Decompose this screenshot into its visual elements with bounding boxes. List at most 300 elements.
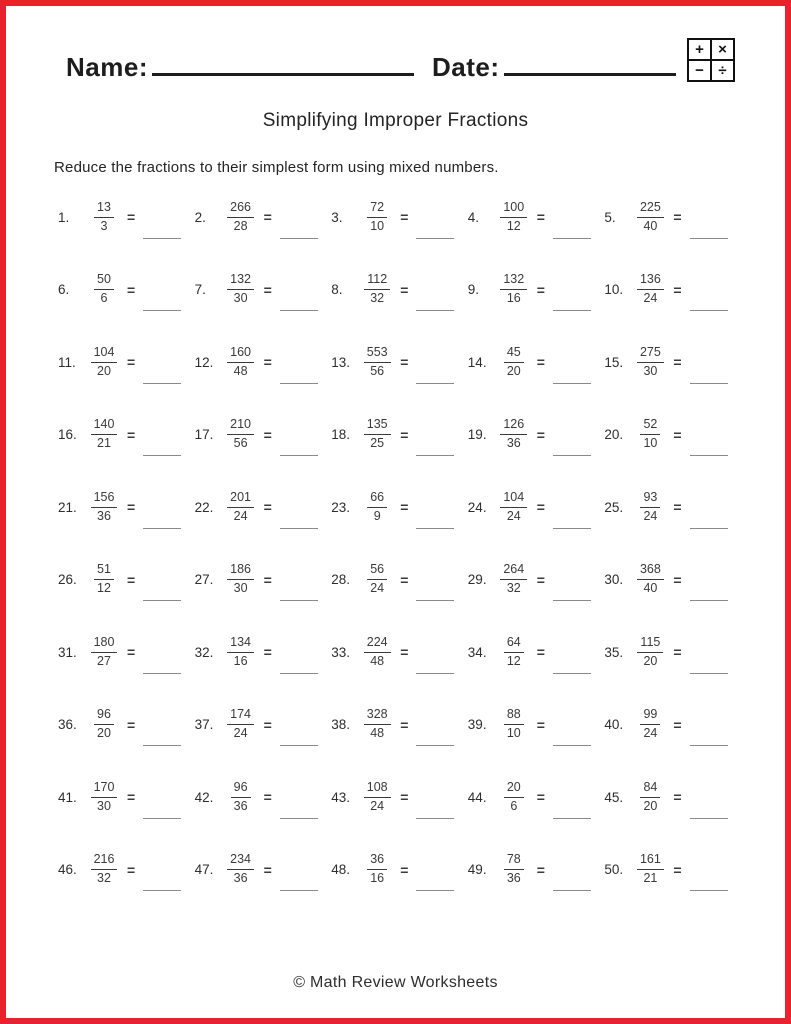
fraction-denominator: 32 — [97, 871, 111, 885]
answer-blank[interactable] — [143, 818, 181, 819]
answer-blank[interactable] — [280, 745, 318, 746]
fraction-numerator: 93 — [640, 490, 660, 508]
fraction — [634, 490, 666, 524]
fraction — [498, 272, 530, 306]
problem-number: 49. — [467, 862, 487, 877]
fraction-numerator: 140 — [91, 417, 118, 435]
problem-number: 35. — [604, 644, 624, 660]
fraction — [225, 852, 257, 886]
answer-blank[interactable] — [553, 673, 591, 674]
fraction-numerator: 45 — [504, 345, 524, 363]
problem-number: 45. — [604, 789, 624, 805]
problem-number: 9. — [467, 282, 480, 297]
problem-item — [468, 480, 605, 530]
fraction — [634, 707, 666, 741]
fraction — [498, 562, 530, 596]
equals-sign: = — [673, 499, 682, 515]
answer-blank[interactable] — [143, 600, 181, 601]
problem-item — [604, 553, 741, 603]
answer-blank[interactable] — [143, 745, 181, 746]
fraction-denominator: 16 — [233, 653, 248, 668]
problem-item — [58, 698, 195, 748]
answer-blank[interactable] — [690, 383, 728, 384]
problem-item — [468, 698, 605, 748]
fraction — [88, 780, 120, 814]
fraction-numerator: 170 — [91, 780, 118, 798]
answer-blank[interactable] — [143, 528, 181, 529]
equals-sign: = — [536, 644, 545, 660]
fraction-denominator: 24 — [370, 798, 385, 813]
problem-number: 28. — [331, 572, 350, 587]
problem-number: 46. — [58, 862, 77, 877]
fraction-denominator: 24 — [643, 726, 658, 740]
problem-item — [468, 335, 605, 385]
fraction — [225, 417, 257, 451]
fraction-denominator: 12 — [97, 581, 111, 595]
problem-item — [331, 553, 468, 603]
fraction-numerator: 64 — [504, 635, 524, 653]
problem-number: 3. — [331, 209, 343, 225]
fraction-denominator: 48 — [370, 726, 385, 740]
equals-sign: = — [127, 644, 136, 660]
fraction — [88, 417, 120, 451]
answer-blank[interactable] — [416, 383, 454, 384]
problem-item — [195, 335, 332, 385]
fraction-numerator: 84 — [640, 780, 660, 798]
problem-number: 48. — [331, 862, 350, 877]
answer-blank[interactable] — [553, 818, 591, 819]
answer-blank[interactable] — [143, 455, 181, 456]
fraction — [498, 852, 530, 886]
equals-sign: = — [263, 426, 272, 443]
fraction-numerator: 134 — [227, 635, 254, 653]
problem-item — [468, 408, 605, 458]
equals-sign: = — [127, 281, 136, 298]
instructions: Reduce the fractions to their simplest form using mixed numbers. — [54, 159, 499, 176]
fraction-numerator: 275 — [637, 345, 664, 363]
answer-blank[interactable] — [416, 528, 454, 529]
equals-sign: = — [400, 499, 409, 515]
equals-sign: = — [536, 716, 545, 733]
problem-item — [331, 770, 468, 820]
fraction-numerator: 50 — [94, 272, 114, 290]
problem-item — [604, 480, 741, 530]
name-label: Name: — [66, 52, 148, 82]
fraction — [498, 635, 530, 669]
equals-sign: = — [536, 861, 545, 878]
problem-item — [58, 263, 195, 313]
equals-sign: = — [127, 571, 136, 588]
fraction — [634, 852, 666, 886]
answer-blank[interactable] — [690, 890, 728, 891]
problem-number: 31. — [58, 644, 77, 660]
fraction-numerator: 553 — [364, 345, 391, 363]
problem-item — [331, 843, 468, 893]
equals-sign: = — [400, 354, 409, 370]
fraction — [88, 635, 120, 669]
fraction-denominator: 56 — [370, 363, 385, 378]
fraction-denominator: 24 — [233, 726, 248, 740]
equals-sign: = — [673, 209, 682, 225]
fraction — [88, 562, 120, 596]
fraction-numerator: 104 — [91, 345, 118, 363]
problem-number: 39. — [467, 717, 487, 732]
equals-sign: = — [536, 571, 545, 588]
plus-icon: + — [689, 40, 710, 59]
problem-number: 7. — [194, 282, 206, 297]
fraction — [225, 490, 257, 524]
fraction-numerator: 264 — [500, 562, 527, 580]
problem-number: 36. — [58, 717, 77, 732]
fraction-denominator: 28 — [233, 218, 248, 233]
multiply-icon: × — [712, 40, 733, 59]
fraction-denominator: 32 — [506, 581, 521, 595]
answer-blank[interactable] — [690, 600, 728, 601]
answer-blank[interactable] — [690, 455, 728, 456]
fraction-denominator: 20 — [643, 653, 658, 668]
fraction — [361, 490, 393, 524]
fraction-denominator: 12 — [506, 218, 521, 233]
problem-number: 37. — [194, 717, 214, 732]
fraction-numerator: 96 — [94, 707, 114, 725]
fraction — [361, 635, 393, 669]
equals-sign: = — [536, 209, 545, 225]
problem-number: 50. — [604, 862, 624, 877]
fraction-denominator: 30 — [97, 798, 111, 813]
answer-blank[interactable] — [690, 238, 728, 239]
fraction — [225, 707, 257, 741]
answer-blank[interactable] — [280, 528, 318, 529]
fraction-numerator: 52 — [640, 417, 660, 435]
fraction-denominator: 21 — [643, 871, 658, 885]
answer-blank[interactable] — [280, 310, 318, 311]
answer-blank[interactable] — [280, 383, 318, 384]
problem-number: 33. — [331, 644, 350, 660]
fraction-numerator: 88 — [504, 707, 524, 725]
equals-sign: = — [536, 281, 545, 298]
problem-number: 12. — [194, 354, 214, 370]
equals-sign: = — [127, 716, 136, 733]
problem-number: 25. — [604, 499, 624, 515]
fraction-denominator: 6 — [510, 798, 518, 813]
fraction-numerator: 266 — [227, 200, 254, 218]
fraction-denominator: 36 — [233, 871, 248, 885]
problem-number: 43. — [331, 789, 350, 805]
answer-blank[interactable] — [416, 745, 454, 746]
fraction-denominator: 16 — [370, 871, 385, 885]
fraction-denominator: 24 — [643, 508, 658, 523]
equals-sign: = — [400, 789, 409, 805]
problem-item — [195, 190, 332, 240]
fraction-numerator: 216 — [91, 852, 118, 870]
equals-sign: = — [127, 789, 136, 805]
answer-blank[interactable] — [143, 890, 181, 891]
problem-item — [195, 698, 332, 748]
answer-blank[interactable] — [553, 528, 591, 529]
fraction-denominator: 20 — [97, 726, 111, 740]
problem-item — [58, 553, 195, 603]
problem-item — [604, 335, 741, 385]
fraction-numerator: 104 — [500, 490, 527, 508]
fraction-denominator: 36 — [97, 508, 111, 523]
equals-sign: = — [263, 789, 272, 805]
answer-blank[interactable] — [553, 890, 591, 891]
fraction — [498, 707, 530, 741]
problem-item — [604, 770, 741, 820]
problem-number: 5. — [604, 209, 616, 225]
fraction-numerator: 100 — [500, 200, 527, 218]
problem-item — [58, 408, 195, 458]
fraction-denominator: 9 — [373, 508, 381, 523]
equals-sign: = — [263, 354, 272, 370]
problem-item — [195, 263, 332, 313]
problem-number: 10. — [604, 282, 624, 297]
answer-blank[interactable] — [143, 383, 181, 384]
name-fill-line[interactable] — [152, 73, 414, 76]
fraction — [498, 417, 530, 451]
answer-blank[interactable] — [690, 310, 728, 311]
fraction — [361, 345, 393, 379]
problem-item — [604, 625, 741, 675]
problem-number: 13. — [331, 354, 350, 370]
problem-number: 44. — [467, 789, 487, 805]
equals-sign: = — [673, 644, 682, 660]
problem-item — [468, 843, 605, 893]
answer-blank[interactable] — [280, 673, 318, 674]
fraction — [361, 780, 393, 814]
answer-blank[interactable] — [690, 528, 728, 529]
fraction — [88, 272, 120, 306]
equals-sign: = — [673, 281, 682, 298]
answer-blank[interactable] — [280, 238, 318, 239]
fraction-denominator: 10 — [370, 218, 385, 233]
fraction-denominator: 6 — [100, 291, 108, 305]
answer-blank[interactable] — [416, 310, 454, 311]
fraction-denominator: 24 — [506, 508, 521, 523]
answer-blank[interactable] — [416, 455, 454, 456]
answer-blank[interactable] — [690, 818, 728, 819]
fraction-numerator: 78 — [504, 852, 524, 870]
problem-item — [58, 335, 195, 385]
equals-sign: = — [536, 426, 545, 443]
problem-item — [331, 480, 468, 530]
equals-sign: = — [263, 571, 272, 588]
fraction-numerator: 186 — [227, 562, 254, 580]
fraction — [498, 490, 530, 524]
answer-blank[interactable] — [690, 673, 728, 674]
problem-item — [468, 770, 605, 820]
answer-blank[interactable] — [690, 745, 728, 746]
fraction — [88, 345, 120, 379]
problem-item — [331, 408, 468, 458]
fraction — [634, 780, 666, 814]
fraction-denominator: 24 — [233, 508, 248, 523]
fraction-denominator: 30 — [643, 363, 658, 378]
problem-number: 21. — [58, 499, 77, 515]
problem-number: 19. — [467, 427, 487, 442]
fraction-numerator: 210 — [227, 417, 254, 435]
problem-item — [331, 335, 468, 385]
problem-number: 24. — [467, 499, 487, 515]
fraction-denominator: 32 — [370, 291, 385, 305]
fraction-numerator: 135 — [364, 417, 391, 435]
fraction-numerator: 368 — [637, 562, 664, 580]
answer-blank[interactable] — [280, 600, 318, 601]
problem-number: 11. — [58, 354, 76, 370]
divide-icon: ÷ — [712, 61, 733, 80]
fraction-numerator: 99 — [640, 707, 660, 725]
fraction-denominator: 27 — [97, 653, 111, 668]
equals-sign: = — [673, 354, 682, 370]
fraction-denominator: 36 — [506, 871, 521, 885]
equals-sign: = — [400, 861, 409, 878]
answer-blank[interactable] — [553, 383, 591, 384]
answer-blank[interactable] — [416, 600, 454, 601]
fraction-numerator: 156 — [91, 490, 118, 508]
equals-sign: = — [127, 354, 136, 370]
fraction — [361, 417, 393, 451]
problem-item — [468, 263, 605, 313]
equals-sign: = — [400, 426, 409, 443]
answer-blank[interactable] — [416, 890, 454, 891]
answer-blank[interactable] — [280, 890, 318, 891]
answer-blank[interactable] — [416, 673, 454, 674]
fraction — [634, 635, 666, 669]
fraction-numerator: 36 — [367, 852, 387, 870]
fraction — [361, 272, 393, 306]
problem-item — [331, 625, 468, 675]
fraction — [225, 345, 257, 379]
equals-sign: = — [673, 789, 682, 805]
answer-blank[interactable] — [416, 818, 454, 819]
fraction — [498, 200, 530, 234]
fraction-denominator: 21 — [97, 436, 111, 450]
equals-sign: = — [400, 209, 409, 225]
answer-blank[interactable] — [553, 310, 591, 311]
problem-item — [468, 625, 605, 675]
fraction-denominator: 20 — [506, 363, 521, 378]
problem-item — [604, 843, 741, 893]
fraction-numerator: 328 — [364, 707, 391, 725]
problem-number: 47. — [194, 862, 214, 877]
problem-number: 8. — [331, 282, 343, 297]
problem-item — [331, 190, 468, 240]
fraction-numerator: 51 — [94, 562, 114, 580]
fraction-numerator: 126 — [500, 417, 527, 435]
answer-blank[interactable] — [143, 673, 181, 674]
equals-sign: = — [263, 861, 272, 878]
equals-sign: = — [263, 281, 272, 298]
fraction-denominator: 36 — [506, 436, 521, 450]
fraction-numerator: 66 — [367, 490, 387, 508]
fraction-numerator: 201 — [227, 490, 254, 508]
fraction-denominator: 24 — [370, 581, 385, 595]
fraction-denominator: 56 — [233, 436, 248, 450]
answer-blank[interactable] — [143, 310, 181, 311]
fraction — [634, 272, 666, 306]
header — [66, 40, 735, 82]
fraction-denominator: 10 — [643, 436, 658, 450]
answer-blank[interactable] — [553, 600, 591, 601]
problem-number: 18. — [331, 427, 350, 442]
fraction — [498, 780, 530, 814]
problem-item — [195, 480, 332, 530]
fraction-numerator: 20 — [504, 780, 524, 798]
fraction-numerator: 112 — [364, 272, 390, 290]
fraction — [361, 200, 393, 234]
fraction — [361, 852, 393, 886]
fraction — [634, 562, 666, 596]
problem-item — [58, 480, 195, 530]
problem-item — [195, 843, 332, 893]
fraction-numerator: 136 — [637, 272, 664, 290]
fraction-denominator: 24 — [643, 291, 658, 305]
problem-number: 23. — [331, 499, 350, 515]
page-title: Simplifying Improper Fractions — [262, 110, 529, 131]
fraction — [634, 200, 666, 234]
problem-number: 20. — [604, 427, 624, 442]
problem-number: 34. — [467, 644, 487, 660]
equals-sign: = — [263, 499, 272, 515]
equals-sign: = — [263, 716, 272, 733]
date-fill-line[interactable] — [504, 73, 676, 76]
problem-number: 2. — [194, 209, 206, 225]
fraction-denominator: 40 — [643, 581, 658, 595]
equals-sign: = — [536, 499, 545, 515]
fraction — [361, 707, 393, 741]
problem-item — [195, 408, 332, 458]
problem-number: 14. — [467, 354, 487, 370]
problem-number: 1. — [58, 209, 70, 225]
equals-sign: = — [673, 571, 682, 588]
answer-blank[interactable] — [553, 238, 591, 239]
fraction-numerator: 108 — [364, 780, 391, 798]
answer-blank[interactable] — [553, 455, 591, 456]
problem-item — [604, 190, 741, 240]
fraction-denominator: 20 — [643, 798, 658, 813]
fraction-numerator: 174 — [227, 707, 254, 725]
problem-number: 6. — [58, 282, 70, 297]
fraction-numerator: 13 — [94, 200, 114, 218]
problem-number: 17. — [194, 427, 214, 442]
answer-blank[interactable] — [280, 455, 318, 456]
fraction-denominator: 36 — [233, 798, 248, 813]
problem-item — [468, 190, 605, 240]
equals-sign: = — [127, 499, 136, 515]
problem-item — [58, 625, 195, 675]
fraction — [634, 417, 666, 451]
equals-sign: = — [127, 426, 136, 443]
answer-blank[interactable] — [143, 238, 181, 239]
problem-number: 29. — [467, 572, 487, 587]
fraction — [88, 852, 120, 886]
problem-number: 30. — [604, 572, 624, 587]
equals-sign: = — [127, 209, 136, 225]
fraction — [88, 707, 120, 741]
fraction — [88, 490, 120, 524]
fraction — [498, 345, 530, 379]
problem-item — [468, 553, 605, 603]
problem-number: 26. — [58, 572, 77, 587]
answer-blank[interactable] — [553, 745, 591, 746]
answer-blank[interactable] — [280, 818, 318, 819]
fraction — [225, 780, 257, 814]
problem-item — [331, 263, 468, 313]
problem-number: 40. — [604, 717, 624, 732]
problem-number: 38. — [331, 717, 350, 732]
fraction-denominator: 3 — [100, 218, 108, 233]
answer-blank[interactable] — [416, 238, 454, 239]
